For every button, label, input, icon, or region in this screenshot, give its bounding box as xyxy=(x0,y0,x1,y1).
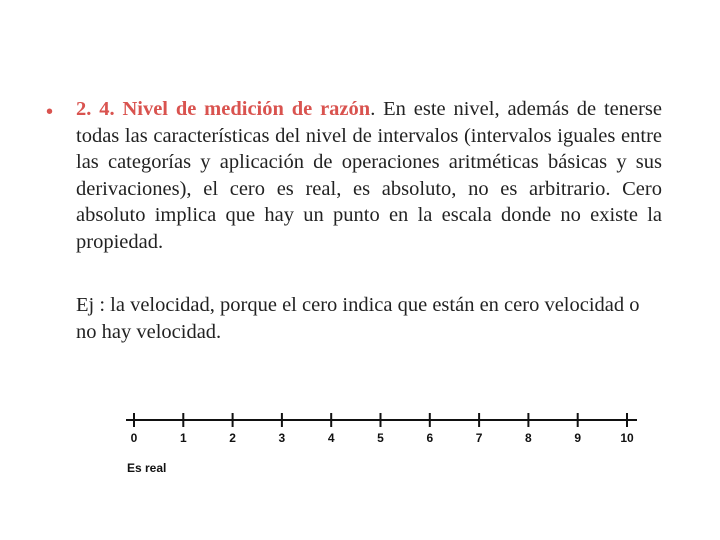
tick-label: 7 xyxy=(475,431,483,445)
scale-caption: Es real xyxy=(127,461,167,475)
number-line xyxy=(118,405,648,485)
example-text: Ej : la velocidad, porque el cero indica que están en cero velocidad o no hay velocidad. xyxy=(76,294,640,343)
tick-label: 5 xyxy=(377,431,384,445)
tick-label: 10 xyxy=(620,431,634,445)
tick-label: 2 xyxy=(229,431,236,445)
bullet-marker: • xyxy=(46,101,54,123)
tick-label: 0 xyxy=(130,431,138,445)
tick-label: 4 xyxy=(327,431,335,445)
tick-label: 8 xyxy=(525,431,532,445)
section-body: . En este nivel, además de tenerse todas las características del nivel de intervalos (intervalos iguales entre las categorías y aplicación de operaciones aritméticas básicas y sus derivaciones), el cero es real, es absoluto, no es arbitrario. Cero absoluto implica que hay un punto en la escala donde no existe la propiedad. xyxy=(76,98,662,253)
bullet-text xyxy=(76,96,662,255)
bullet-paragraph xyxy=(46,96,662,255)
section-heading: 2. 4. Nivel de medición de razón xyxy=(76,98,371,120)
tick-label: 9 xyxy=(574,431,582,445)
tick-label: 3 xyxy=(278,431,286,445)
tick-label: 1 xyxy=(179,431,187,445)
ratio-scale-figure xyxy=(118,405,648,485)
tick-label: 6 xyxy=(426,431,434,445)
